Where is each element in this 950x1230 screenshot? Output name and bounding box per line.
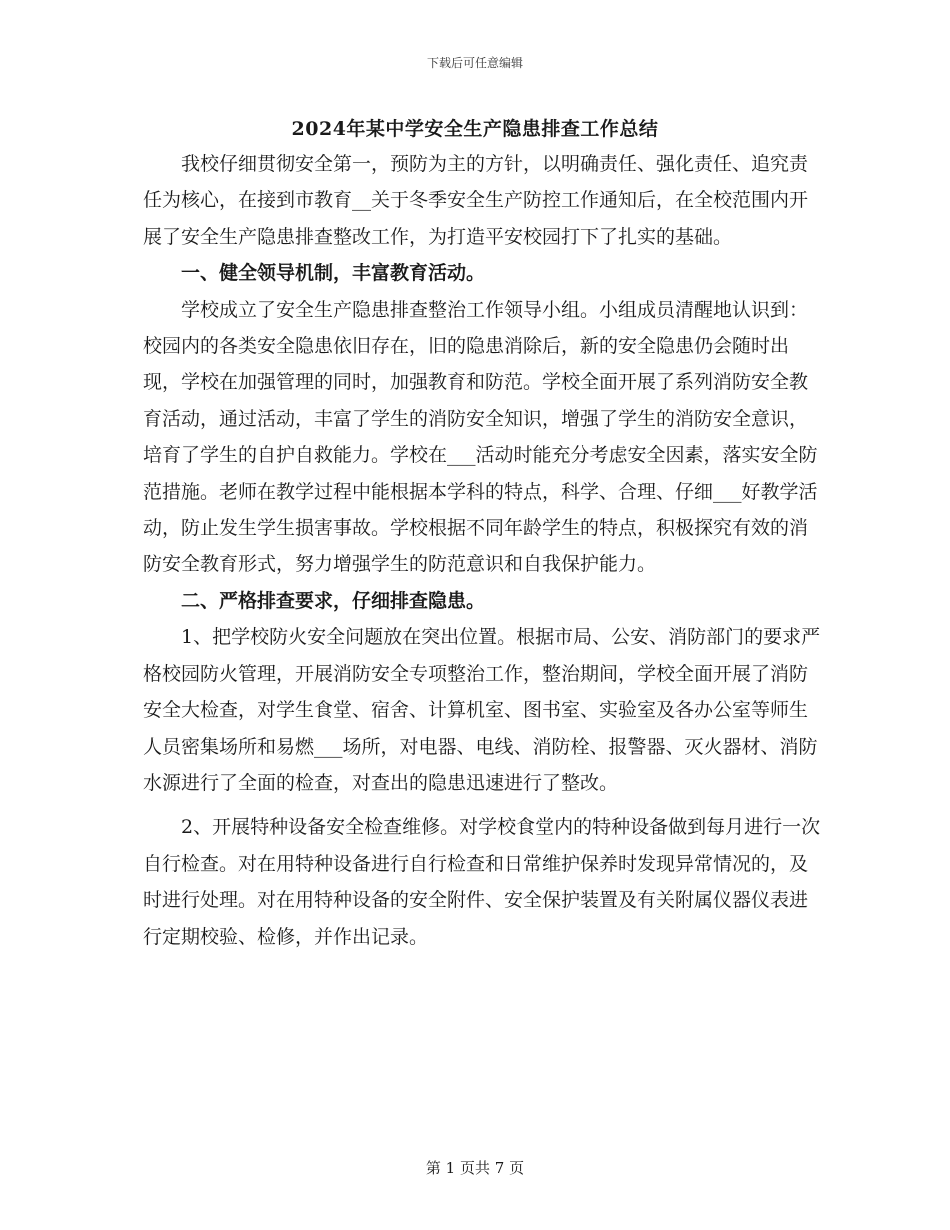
section-2-item-2: 2、开展特种设备安全检查维修。对学校食堂内的特种设备做到每月进行一次自行检查。对在用特种设备进行自行检查和日常维护保养时发现异常情况的，及时进行处理。对在用特种设备的安全附件、安全保护装置及有关附属仪器仪表进行定期校验、检修，并作出记录。 bbox=[143, 816, 821, 948]
page-header-note: 下载后可任意编辑 bbox=[426, 56, 523, 70]
section-2-item-1: 1、把学校防火安全问题放在突出位置。根据市局、公安、消防部门的要求严格校园防火管理，开展消防安全专项整治工作，整治期间，学校全面开展了消防安全大检查，对学生食堂、宿舍、计算机室、图书室、实验室及各办公室等师生人员密集场所和易燃___场所，对电器、电线、消防栓、报警器、灭火器材、消防水源进行了全面的检查，对查出的隐患迅速进行了整改。 bbox=[143, 626, 821, 794]
page-number: 第 1 页共 7 页 bbox=[425, 1159, 525, 1177]
intro-paragraph: 我校仔细贯彻安全第一，预防为主的方针，以明确责任、强化责任、追究责任为核心，在接到市教育__关于冬季安全生产防控工作通知后，在全校范围内开展了安全生产隐患排查整改工作，为打造平安校园打下了扎实的基础。 bbox=[143, 153, 809, 248]
section-heading-1: 一、健全领导机制，丰富教育活动。 bbox=[181, 262, 486, 285]
document-title: 2024年某中学安全生产隐患排查工作总结 bbox=[291, 118, 659, 140]
document-body bbox=[143, 146, 823, 955]
section-heading-2: 二、严格排查要求，仔细排查隐患。 bbox=[181, 589, 486, 612]
section-1-paragraph: 学校成立了安全生产隐患排查整治工作领导小组。小组成员清醒地认识到：校园内的各类安全隐患依旧存在，旧的隐患消除后，新的安全隐患仍会随时出现，学校在加强管理的同时，加强教育和防范。学校全面开展了系列消防安全教育活动，通过活动，丰富了学生的消防安全知识，增强了学生的消防安全意识，培育了学生的自护自救能力。学校在___活动时能充分考虑安全因素，落实安全防范措施。老师在教学过程中能根据本学科的特点，科学、合理、仔细___好教学活动，防止发生学生损害事故。学校根据不同年龄学生的特点，积极探究有效的消防安全教育形式，努力增强学生的防范意识和自我保护能力。 bbox=[143, 298, 818, 576]
